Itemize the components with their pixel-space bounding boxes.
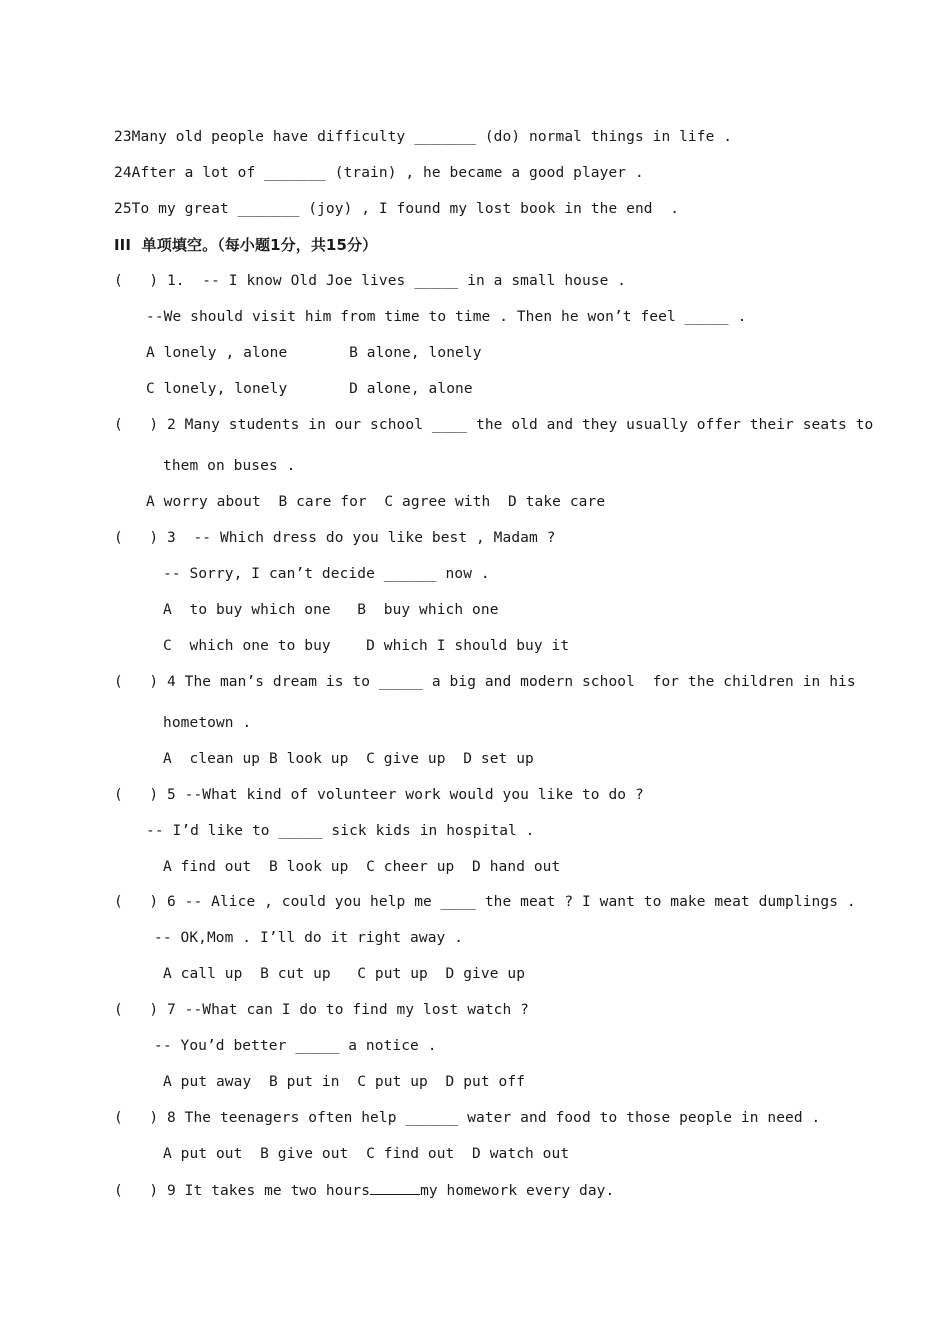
question-9-stem <box>114 1180 614 1201</box>
question-4-stem: ( ) 4 The man’s dream is to _____ a big and modern school for the children in his <box>114 674 856 690</box>
question-1-stem: ( ) 1. -- I know Old Joe lives _____ in a small house . <box>114 273 627 289</box>
question-3-options-ab: A to buy which one B buy which one <box>163 602 499 618</box>
question-9-stem-start: ( ) 9 It takes me two hours <box>114 1183 371 1199</box>
question-2-stem: ( ) 2 Many students in our school ____ the old and they usually offer their seats to <box>114 417 874 433</box>
question-4-continuation: hometown . <box>163 715 252 731</box>
question-25: 25To my great _______ (joy) , I found my lost book in the end . <box>114 201 680 217</box>
question-5-options: A find out B look up C cheer up D hand out <box>163 859 561 875</box>
question-7-reply: -- You’d better _____ a notice . <box>154 1038 437 1054</box>
question-1-options-cd: C lonely, lonely D alone, alone <box>146 381 473 397</box>
question-1-options-ab: A lonely , alone B alone, lonely <box>146 345 482 361</box>
question-6-stem: ( ) 6 -- Alice , could you help me ____ the meat ? I want to make meat dumplings . <box>114 894 856 910</box>
question-24: 24After a lot of _______ (train) , he became a good player . <box>114 165 644 181</box>
question-5-stem: ( ) 5 --What kind of volunteer work would you like to do ? <box>114 787 644 803</box>
question-4-options: A clean up B look up C give up D set up <box>163 751 534 767</box>
question-3-stem: ( ) 3 -- Which dress do you like best , Madam ? <box>114 530 556 546</box>
question-6-reply: -- OK,Mom . I’ll do it right away . <box>154 930 464 946</box>
question-9-stem-end: my homework every day. <box>420 1183 615 1199</box>
question-1-reply: --We should visit him from time to time . Then he won’t feel _____ . <box>146 309 747 325</box>
question-2-continuation: them on buses . <box>163 458 296 474</box>
question-2-options: A worry about B care for C agree with D take care <box>146 494 606 510</box>
question-3-options-cd: C which one to buy D which I should buy it <box>163 638 570 654</box>
question-5-reply: -- I’d like to _____ sick kids in hospital . <box>146 823 535 839</box>
question-7-options: A put away B put in C put up D put off <box>163 1074 526 1090</box>
question-3-reply: -- Sorry, I can’t decide ______ now . <box>163 566 490 582</box>
section-heading: III 单项填空。（每小题1分，共15分） <box>114 236 378 254</box>
question-23: 23Many old people have difficulty _______ (do) normal things in life . <box>114 129 733 145</box>
question-7-stem: ( ) 7 --What can I do to find my lost watch ? <box>114 1002 529 1018</box>
question-6-options: A call up B cut up C put up D give up <box>163 966 526 982</box>
question-8-options: A put out B give out C find out D watch out <box>163 1146 570 1162</box>
answer-blank <box>370 1180 420 1195</box>
question-8-stem: ( ) 8 The teenagers often help ______ water and food to those people in need . <box>114 1110 821 1126</box>
